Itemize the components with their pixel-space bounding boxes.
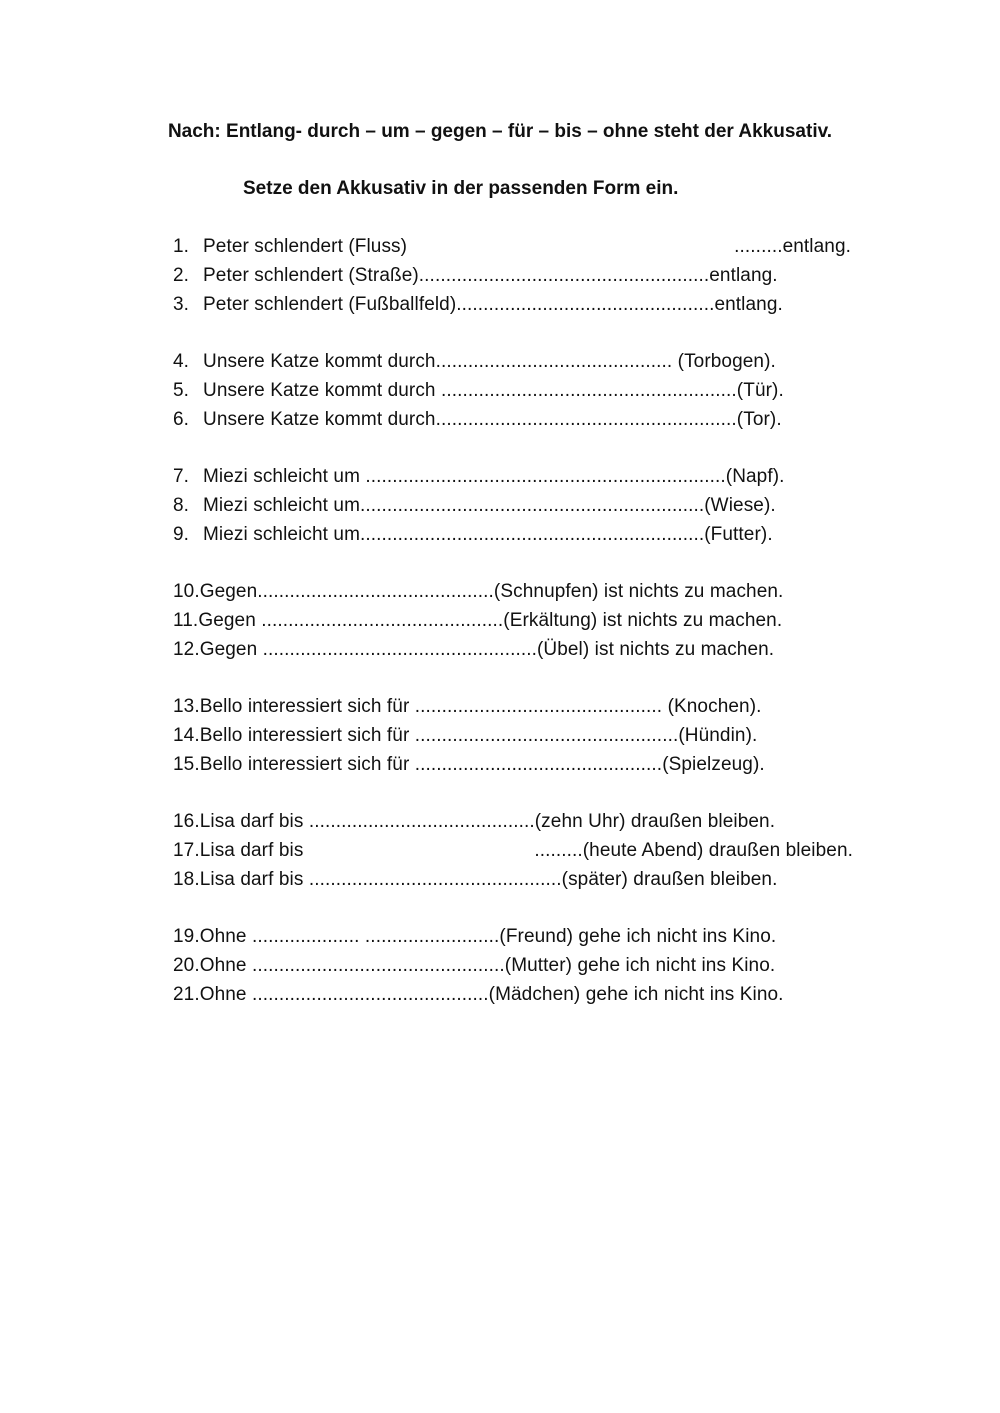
exercise-number: 15. — [173, 753, 200, 775]
exercise-item — [173, 348, 873, 377]
exercise-number: 17. — [173, 839, 200, 861]
exercise-item — [173, 233, 873, 262]
exercise-number: 11. — [173, 609, 199, 631]
exercise-group-items — [173, 693, 873, 779]
exercise-item — [173, 607, 873, 636]
exercise-group-items — [173, 463, 873, 549]
exercise-item — [173, 262, 873, 291]
exercise-number: 19. — [173, 925, 200, 947]
exercise-sentence: Lisa darf bis — [199, 839, 304, 861]
exercise-item — [173, 521, 873, 550]
exercise-item — [173, 751, 873, 780]
exercise-number: 16. — [173, 810, 200, 832]
exercise-sentence: Unsere Katze kommt durch............................................ (Torbogen). — [203, 350, 776, 372]
exercise-item — [173, 463, 873, 492]
exercise-item — [173, 808, 873, 837]
exercise-item — [173, 866, 873, 895]
exercise-item — [173, 981, 873, 1010]
exercise-item — [173, 492, 873, 521]
exercise-item — [173, 578, 873, 607]
exercise-sentence: Miezi schleicht um................................................................(Wiese). — [203, 494, 776, 516]
exercise-group-items — [173, 348, 873, 434]
exercise-sentence: Gegen .............................................(Erkältung) ist nichts zu machen. — [198, 609, 783, 631]
exercise-item — [173, 377, 873, 406]
exercise-sentence: Bello interessiert sich für .................................................(Hündin). — [199, 724, 758, 746]
exercise-group — [173, 808, 873, 894]
exercise-group-items — [173, 808, 873, 894]
exercise-number: 14. — [173, 724, 200, 746]
exercise-sentence: Miezi schleicht um................................................................(Futter). — [203, 523, 773, 545]
exercise-number: 6. — [173, 408, 190, 430]
exercise-number: 7. — [173, 465, 190, 487]
exercise-number: 12. — [173, 638, 200, 660]
exercise-sentence: Gegen............................................(Schnupfen) ist nichts zu machen. — [199, 580, 784, 602]
exercise-sentence: Peter schlendert (Fluss) — [203, 236, 408, 257]
exercise-sentence: Bello interessiert sich für .............................................. (Knochen). — [199, 695, 762, 717]
exercise-sentence-ending: .........entlang. — [734, 236, 851, 257]
exercise-sentence: Ohne ............................................(Mädchen) gehe ich nicht ins Kino. — [199, 983, 784, 1005]
exercise-sentence: Gegen ...................................................(Übel) ist nichts zu machen. — [199, 638, 775, 660]
exercise-number: 9. — [173, 523, 190, 545]
exercise-list — [173, 233, 873, 1038]
exercise-sentence: Lisa darf bis ..........................................(zehn Uhr) draußen bleiben. — [199, 810, 776, 832]
exercise-number: 8. — [173, 494, 190, 516]
exercise-group-items — [173, 923, 873, 1009]
exercise-number: 10. — [173, 580, 200, 602]
exercise-item — [173, 406, 873, 435]
exercise-number: 13. — [173, 695, 200, 717]
exercise-sentence: Unsere Katze kommt durch .......................................................(Tür). — [203, 379, 784, 401]
exercise-group — [173, 348, 873, 434]
exercise-group-items — [173, 233, 873, 319]
exercise-number: 20. — [173, 954, 200, 976]
exercise-number: 4. — [173, 350, 190, 372]
exercise-sentence: Ohne ...............................................(Mutter) gehe ich nicht ins Kino. — [199, 954, 776, 976]
exercise-group — [173, 463, 873, 549]
exercise-group — [173, 578, 873, 664]
exercise-group-items — [173, 578, 873, 664]
worksheet-instruction: Setze den Akkusativ in der passenden Form ein. — [243, 178, 679, 199]
exercise-item — [173, 722, 873, 751]
exercise-number: 1. — [173, 236, 190, 257]
worksheet-title: Nach: Entlang- durch – um – gegen – für – bis – ohne steht der Akkusativ. — [167, 121, 833, 142]
exercise-sentence: Miezi schleicht um ...................................................................(Napf). — [203, 465, 785, 487]
exercise-item — [173, 636, 873, 665]
exercise-sentence: Bello interessiert sich für ..............................................(Spielzeug). — [199, 753, 765, 775]
exercise-item — [173, 291, 873, 320]
exercise-item — [173, 693, 873, 722]
exercise-item — [173, 837, 873, 866]
exercise-item — [173, 923, 873, 952]
exercise-sentence: Peter schlendert (Straße)......................................................entlang. — [203, 264, 778, 286]
exercise-sentence: Unsere Katze kommt durch........................................................(Tor). — [203, 408, 782, 430]
exercise-sentence: Peter schlendert (Fußballfeld)................................................entlang. — [203, 293, 783, 315]
exercise-number: 3. — [173, 293, 190, 315]
exercise-sentence-ending: .........(heute Abend) draußen bleiben. — [534, 839, 853, 861]
exercise-number: 2. — [173, 264, 190, 286]
exercise-group — [173, 923, 873, 1009]
exercise-sentence: Lisa darf bis ...............................................(später) draußen bleiben. — [199, 868, 778, 890]
exercise-item — [173, 952, 873, 981]
exercise-group — [173, 693, 873, 779]
exercise-number: 18. — [173, 868, 200, 890]
exercise-group — [173, 233, 873, 319]
exercise-number: 21. — [173, 983, 200, 1005]
exercise-number: 5. — [173, 379, 190, 401]
exercise-sentence: Ohne .................... .........................(Freund) gehe ich nicht ins Kino. — [199, 925, 777, 947]
